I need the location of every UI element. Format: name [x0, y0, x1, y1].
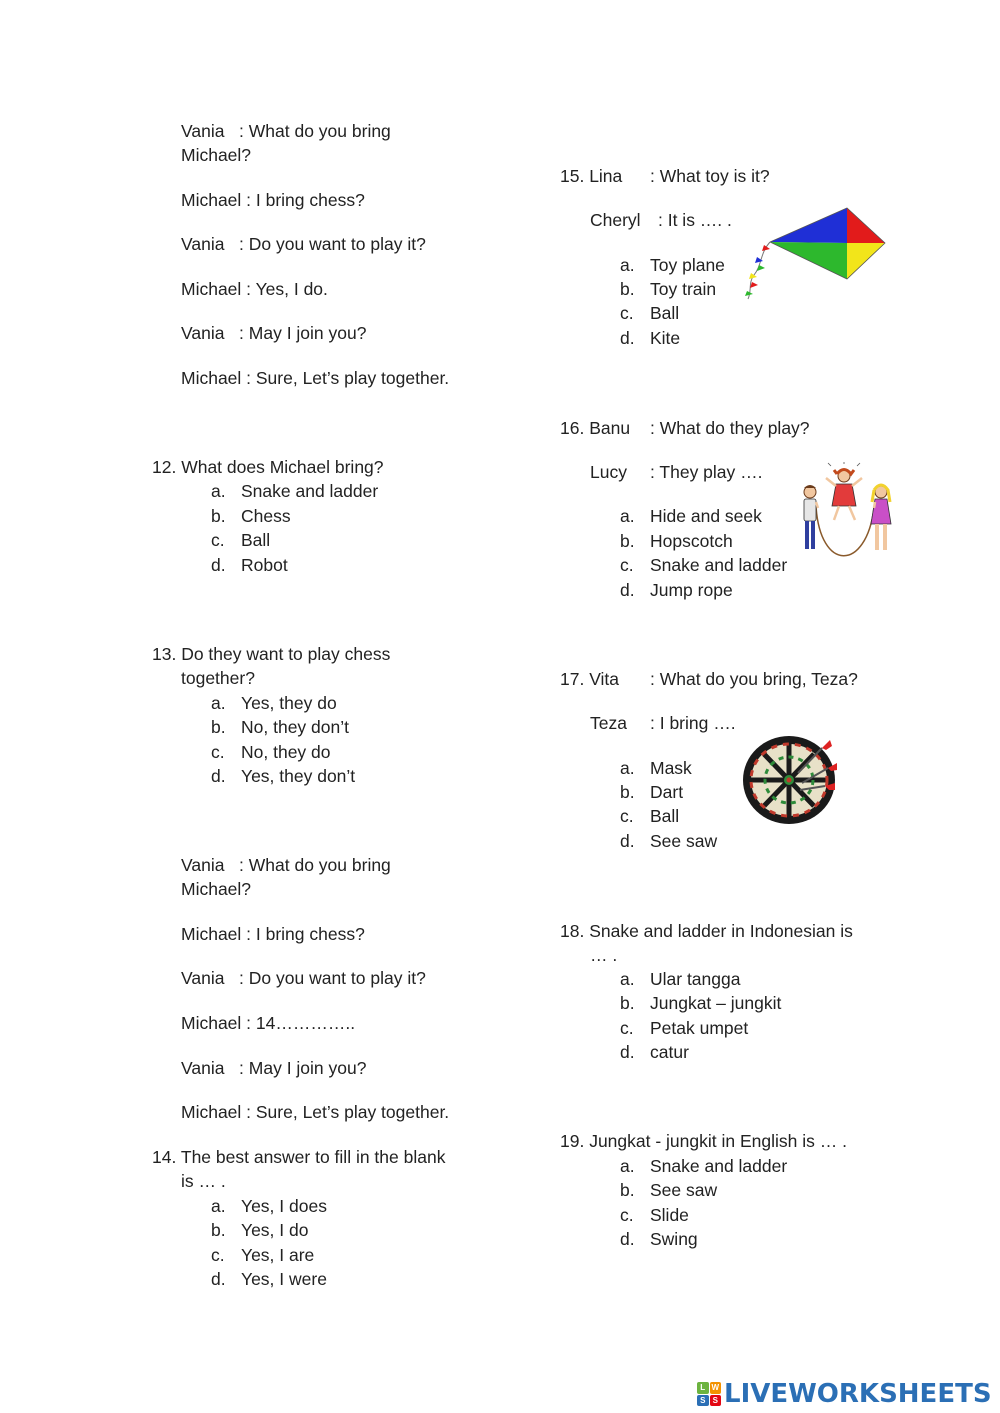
option-text[interactable]: Kite: [650, 328, 681, 348]
dialog2-line: Michael?: [181, 879, 252, 899]
option-letter: d.: [620, 831, 635, 851]
dialog1-line: Michael?: [181, 145, 252, 165]
option-text[interactable]: Ball: [650, 806, 680, 826]
option-letter: b.: [211, 506, 226, 526]
option-text[interactable]: Swing: [650, 1229, 698, 1249]
option-text[interactable]: Slide: [650, 1205, 689, 1225]
option-text[interactable]: Robot: [241, 555, 288, 575]
option-text[interactable]: Yes, they do: [241, 693, 337, 713]
question-18: 18. Snake and ladder in Indonesian is: [560, 921, 853, 941]
question-12: 12. What does Michael bring?: [152, 457, 384, 477]
option-letter: a.: [211, 693, 226, 713]
question-13-cont: together?: [181, 668, 255, 688]
option-text[interactable]: Ular tangga: [650, 969, 741, 989]
dialog2-blank-line: Michael : 14…………..: [181, 1013, 356, 1033]
question-17-text: : What do you bring, Teza?: [650, 669, 858, 689]
question-14: 14. The best answer to fill in the blank: [152, 1147, 446, 1167]
dialog1-line: Vania : May I join you?: [181, 323, 367, 343]
option-letter: a.: [620, 969, 635, 989]
option-text[interactable]: Toy plane: [650, 255, 725, 275]
option-letter: c.: [620, 555, 634, 575]
option-letter: d.: [620, 1229, 635, 1249]
option-letter: c.: [211, 530, 225, 550]
dialog2-line: Michael : Sure, Let’s play together.: [181, 1102, 450, 1122]
question-15-text: : What toy is it?: [650, 166, 770, 186]
option-letter: b.: [620, 1180, 635, 1200]
option-letter: b.: [620, 531, 635, 551]
question-13: 13. Do they want to play chess: [152, 644, 391, 664]
option-letter: d.: [211, 1269, 226, 1289]
option-text[interactable]: Dart: [650, 782, 684, 802]
option-letter: d.: [211, 766, 226, 786]
speaker-name: Lucy: [590, 462, 627, 482]
option-text[interactable]: Yes, I does: [241, 1196, 327, 1216]
logo-text: LIVEWORKSHEETS: [724, 1379, 992, 1409]
option-text[interactable]: Ball: [650, 303, 680, 323]
option-text[interactable]: Yes, I are: [241, 1245, 315, 1265]
question-18-cont: … .: [590, 945, 618, 965]
speaker-name: Teza: [590, 713, 627, 733]
option-text[interactable]: Hide and seek: [650, 506, 762, 526]
option-letter: a.: [620, 1156, 635, 1176]
dialog1-line: Vania : What do you bring: [181, 121, 391, 141]
dialog1-line: Michael : Sure, Let’s play together.: [181, 368, 450, 388]
option-letter: c.: [620, 1205, 634, 1225]
question-16-text: : What do they play?: [650, 418, 810, 438]
option-letter: b.: [620, 279, 635, 299]
dialog1-line: Michael : I bring chess?: [181, 190, 365, 210]
question-16-num: 16. Banu: [560, 418, 631, 438]
dialog2-line: Michael : I bring chess?: [181, 924, 365, 944]
liveworksheets-logo[interactable]: [697, 1378, 992, 1410]
speaker-name: Cheryl: [590, 210, 641, 230]
option-letter: d.: [211, 555, 226, 575]
option-text[interactable]: Hopscotch: [650, 531, 733, 551]
jump-rope-image: [798, 462, 898, 564]
option-letter: c.: [620, 1018, 634, 1038]
option-letter: a.: [620, 255, 635, 275]
kite-image: [740, 205, 888, 301]
option-text[interactable]: Ball: [241, 530, 271, 550]
option-letter: a.: [620, 506, 635, 526]
answer-prompt: : They play ….: [650, 462, 763, 482]
option-text[interactable]: Yes, I were: [241, 1269, 327, 1289]
option-text[interactable]: Yes, they don’t: [241, 766, 356, 786]
dialog2-line: Vania : What do you bring: [181, 855, 391, 875]
dialog2-line: Vania : Do you want to play it?: [181, 968, 426, 988]
option-text[interactable]: Mask: [650, 758, 692, 778]
option-letter: a.: [211, 1196, 226, 1216]
option-text[interactable]: Chess: [241, 506, 291, 526]
option-letter: b.: [211, 717, 226, 737]
option-text[interactable]: Snake and ladder: [241, 481, 379, 501]
option-letter: b.: [620, 993, 635, 1013]
dialog1-line: Michael : Yes, I do.: [181, 279, 328, 299]
option-text[interactable]: Petak umpet: [650, 1018, 749, 1038]
option-letter: c.: [211, 1245, 225, 1265]
dialog1-line: Vania : Do you want to play it?: [181, 234, 426, 254]
option-text[interactable]: Jump rope: [650, 580, 733, 600]
option-letter: d.: [620, 1042, 635, 1062]
option-text[interactable]: Yes, I do: [241, 1220, 309, 1240]
question-14-cont: is … .: [181, 1171, 226, 1191]
option-text[interactable]: catur: [650, 1042, 689, 1062]
logo-mark-icon: L W S S: [697, 1382, 721, 1406]
option-letter: a.: [211, 481, 226, 501]
option-text[interactable]: Snake and ladder: [650, 1156, 788, 1176]
option-text[interactable]: Jungkat – jungkit: [650, 993, 782, 1013]
option-letter: b.: [620, 782, 635, 802]
option-letter: d.: [620, 328, 635, 348]
option-text[interactable]: See saw: [650, 1180, 718, 1200]
option-letter: a.: [620, 758, 635, 778]
option-text[interactable]: No, they do: [241, 742, 331, 762]
question-19: 19. Jungkat - jungkit in English is … .: [560, 1131, 847, 1151]
option-letter: c.: [620, 303, 634, 323]
option-text[interactable]: Snake and ladder: [650, 555, 788, 575]
option-text[interactable]: See saw: [650, 831, 718, 851]
answer-prompt: : It is …. .: [658, 210, 732, 230]
question-15-num: 15. Lina: [560, 166, 623, 186]
dartboard-image: [740, 728, 842, 826]
option-letter: b.: [211, 1220, 226, 1240]
option-letter: c.: [620, 806, 634, 826]
option-text[interactable]: Toy train: [650, 279, 717, 299]
option-letter: c.: [211, 742, 225, 762]
dialog2-line: Vania : May I join you?: [181, 1058, 367, 1078]
question-17-num: 17. Vita: [560, 669, 620, 689]
answer-prompt: : I bring ….: [650, 713, 736, 733]
option-text[interactable]: No, they don’t: [241, 717, 349, 737]
option-letter: d.: [620, 580, 635, 600]
